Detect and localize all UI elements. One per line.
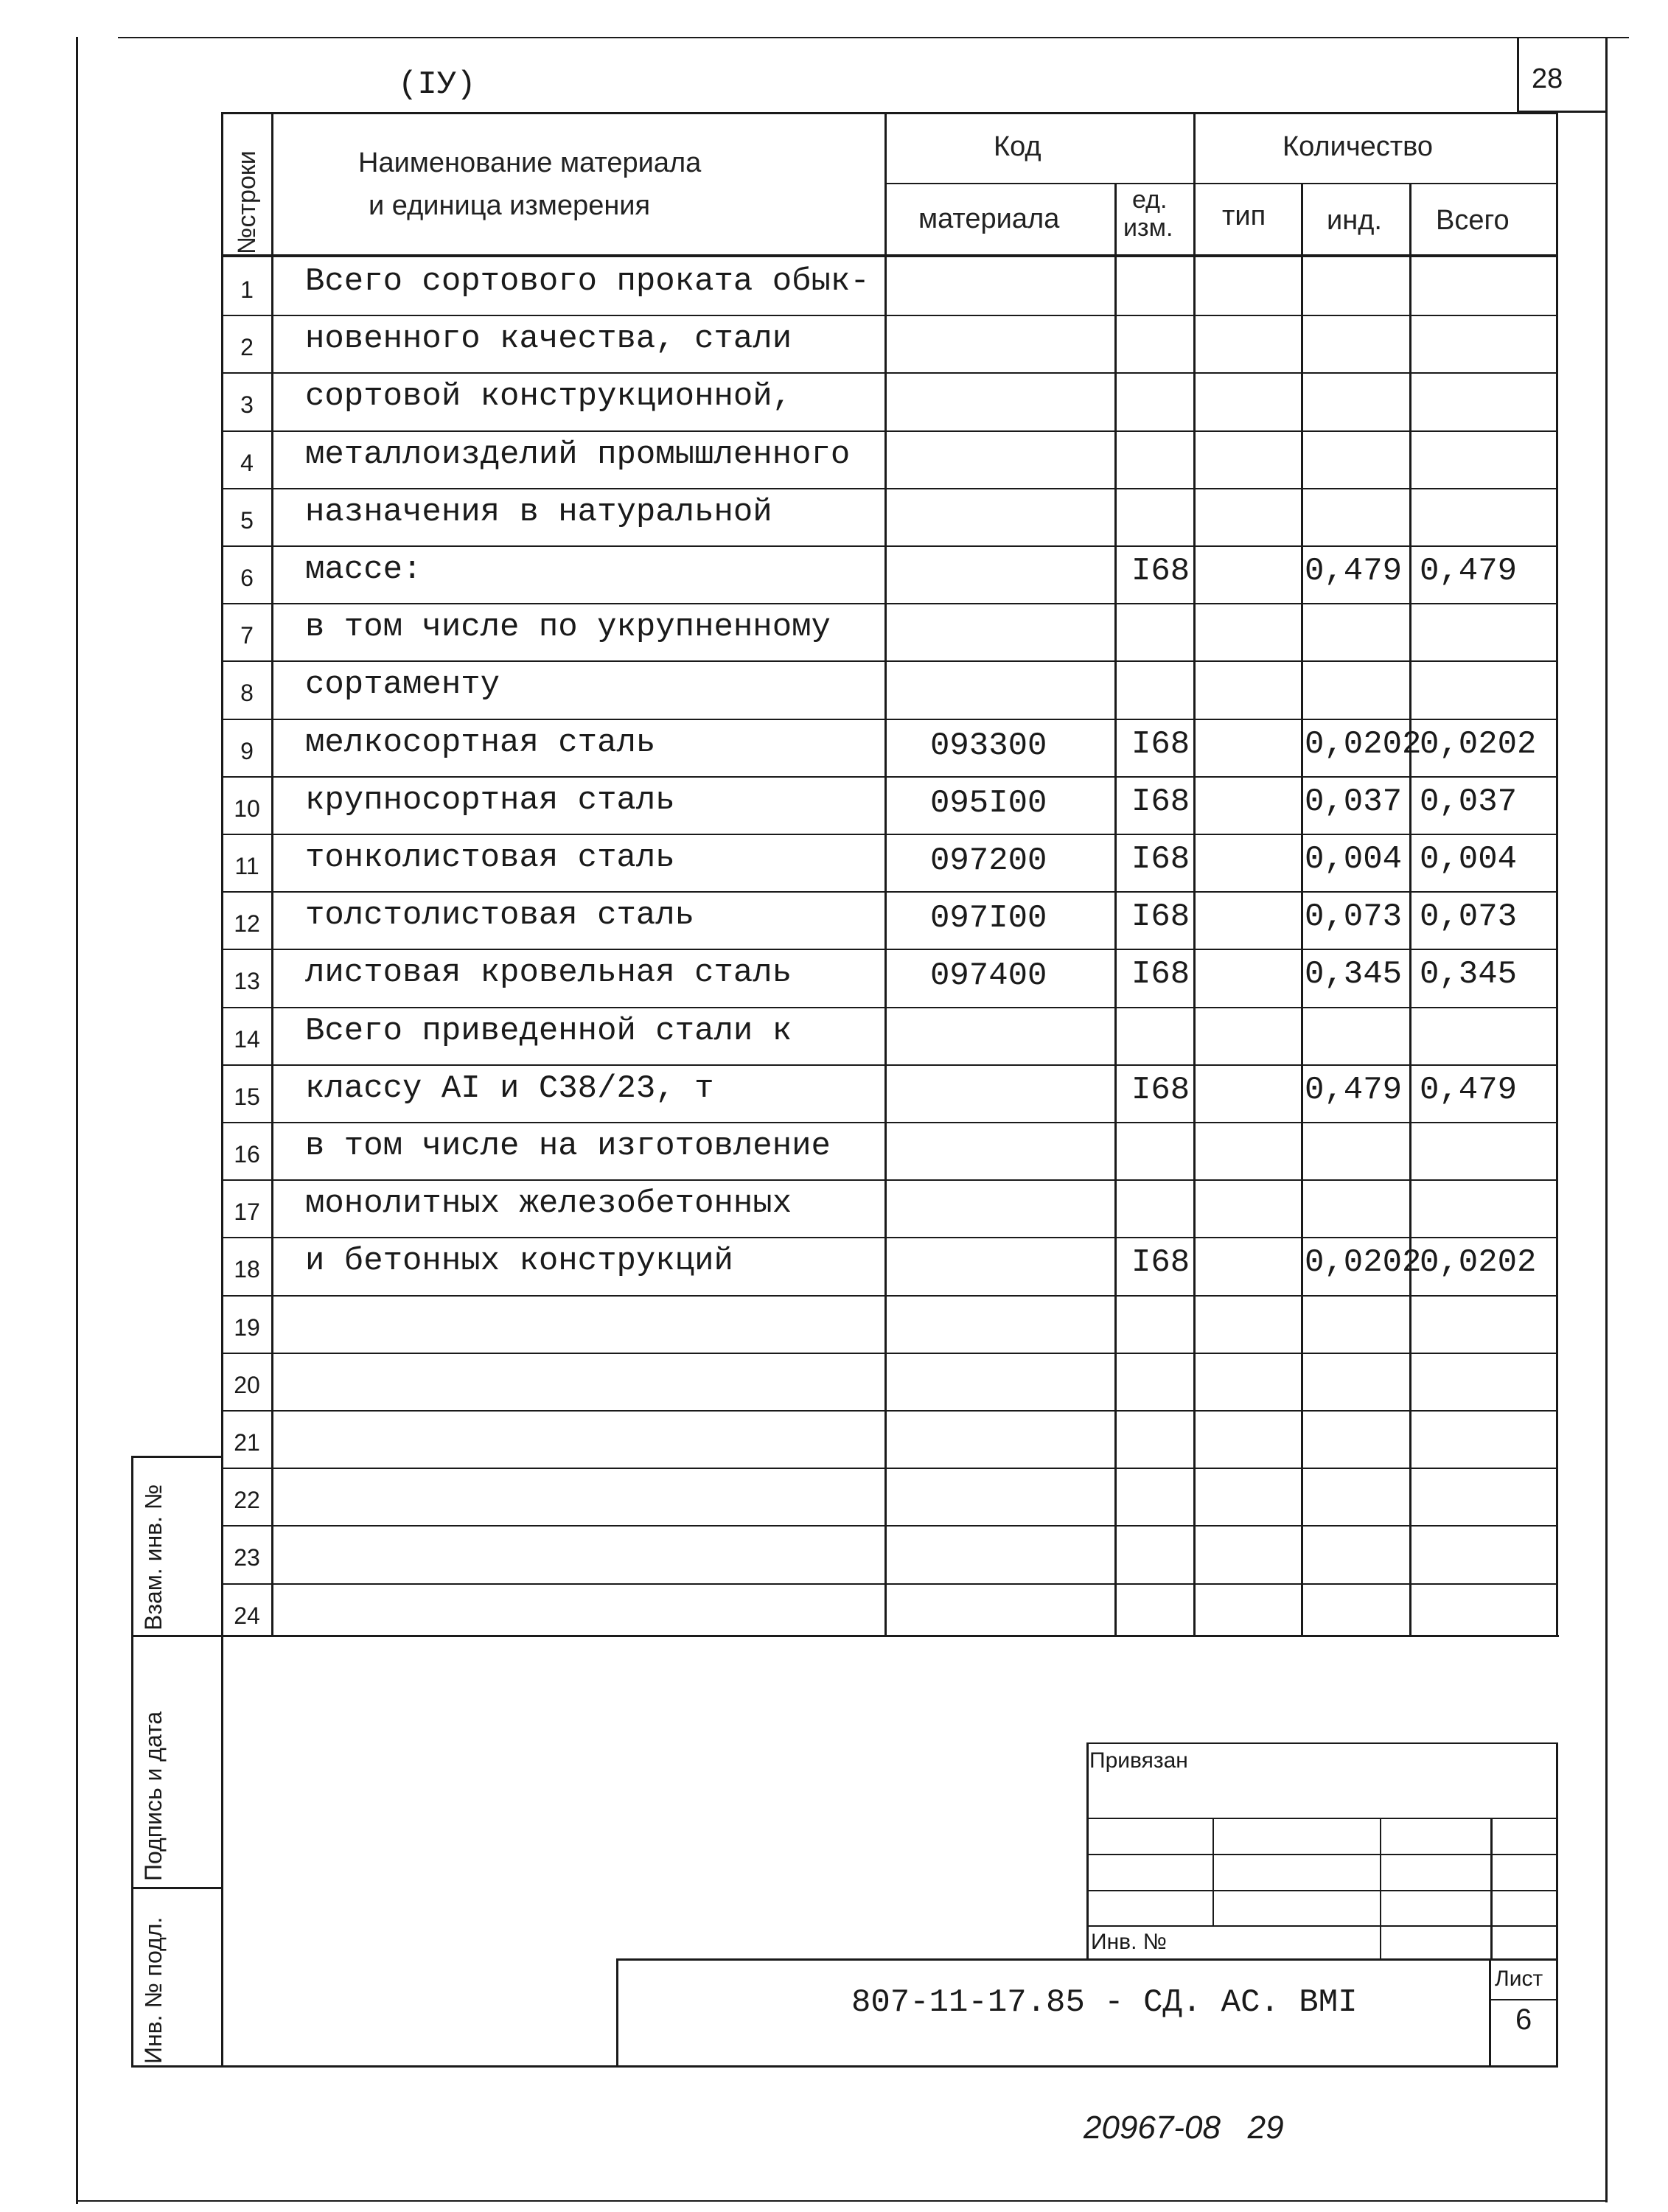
- row-ind: 0,004: [1305, 841, 1403, 878]
- row-number: 8: [240, 680, 254, 706]
- row-number: 21: [234, 1429, 260, 1456]
- privyazan-col-3: [1490, 1818, 1493, 1961]
- row-number: 23: [234, 1544, 260, 1571]
- header-type: тип: [1222, 200, 1266, 231]
- row-number: 7: [240, 622, 254, 649]
- row-unit: I68: [1131, 956, 1190, 993]
- privyazan-label: Привязан: [1089, 1748, 1188, 1773]
- row-number: 3: [240, 391, 254, 418]
- row-separator: [221, 372, 1557, 374]
- row-separator: [221, 949, 1557, 950]
- row-separator: [221, 1295, 1557, 1297]
- row-total: 0,004: [1420, 841, 1518, 878]
- row-separator: [221, 1353, 1557, 1354]
- row-unit: I68: [1131, 841, 1190, 878]
- header-unit-line1: ед.: [1132, 186, 1168, 214]
- row-number: 16: [234, 1141, 260, 1168]
- row-separator: [221, 891, 1557, 893]
- row-unit: I68: [1131, 1244, 1190, 1281]
- row-total: 0,0202: [1420, 1244, 1537, 1281]
- row-number: 5: [240, 507, 254, 534]
- row-number: 6: [240, 565, 254, 591]
- side-stamp-outer-left: [131, 1456, 133, 2068]
- row-name: тонколистовая сталь: [305, 840, 675, 876]
- row-number: 10: [234, 795, 260, 822]
- row-unit: I68: [1131, 726, 1190, 763]
- row-name: классу AI и С38/23, т: [305, 1070, 714, 1107]
- row-ind: 0,479: [1305, 1072, 1403, 1109]
- side-stamp-div2: [131, 1887, 223, 1889]
- sheet-box-left: [1517, 38, 1519, 112]
- list-label: Лист: [1495, 1967, 1543, 1991]
- row-separator: [221, 315, 1557, 316]
- header-name-line1: Наименование материала: [358, 147, 702, 178]
- row-name: новенного качества, стали: [305, 321, 792, 357]
- row-number: 22: [234, 1487, 260, 1513]
- list-box-mid: [1489, 1999, 1558, 2000]
- row-name: и бетонных конструкций: [305, 1243, 733, 1280]
- row-ind: 0,0202: [1305, 1244, 1422, 1281]
- row-name: мелкосортная сталь: [305, 725, 656, 761]
- row-code: 097200: [930, 842, 1047, 879]
- side-label-podpis: Подпись и дата: [140, 1711, 167, 1881]
- header-name-line2: и единица измерения: [369, 190, 651, 221]
- row-unit: I68: [1131, 784, 1190, 820]
- frame-bottom-line: [76, 2200, 1608, 2202]
- row-separator: [221, 660, 1557, 662]
- frame-top-line: [118, 37, 1629, 38]
- header-mid-line: [884, 183, 1557, 184]
- row-separator: [221, 1237, 1557, 1238]
- row-separator: [221, 545, 1557, 547]
- row-number: 19: [234, 1314, 260, 1341]
- privyazan-row-3: [1086, 1890, 1558, 1891]
- privyazan-col-2: [1380, 1818, 1381, 1961]
- row-unit: I68: [1131, 1072, 1190, 1109]
- frame-left-line: [76, 37, 78, 2204]
- row-name: крупносортная сталь: [305, 782, 675, 819]
- row-separator: [221, 834, 1557, 835]
- row-separator: [221, 1179, 1557, 1181]
- sheet-number: 28: [1532, 63, 1563, 94]
- row-number: 24: [234, 1602, 260, 1629]
- row-separator: [221, 488, 1557, 489]
- col-line-ind: [1409, 184, 1411, 1637]
- privyazan-box-top: [1086, 1742, 1558, 1744]
- col-line-rownum: [271, 112, 273, 1637]
- row-total: 0,0202: [1420, 726, 1537, 763]
- header-quantity: Количество: [1283, 131, 1434, 162]
- row-separator: [221, 1064, 1557, 1066]
- row-ind: 0,0202: [1305, 726, 1422, 763]
- section-label: (IУ): [398, 66, 476, 103]
- table-right-line: [1556, 112, 1558, 1637]
- row-separator: [221, 1583, 1557, 1585]
- privyazan-box-right: [1556, 1742, 1558, 2067]
- side-stamp-div1: [131, 1635, 223, 1637]
- row-code: 093300: [930, 728, 1047, 764]
- side-stamp-div3: [131, 2065, 1558, 2068]
- row-number: 12: [234, 910, 260, 937]
- row-separator: [221, 719, 1557, 720]
- row-total: 0,479: [1420, 1072, 1518, 1109]
- frame-right-line: [1605, 38, 1608, 2202]
- row-ind: 0,479: [1305, 553, 1403, 590]
- row-code: 095I00: [930, 785, 1047, 822]
- privyazan-row-2: [1086, 1854, 1558, 1855]
- row-separator: [221, 1410, 1557, 1412]
- row-separator: [221, 430, 1557, 432]
- row-number: 20: [234, 1372, 260, 1398]
- row-unit: I68: [1131, 899, 1190, 935]
- list-number: 6: [1515, 2003, 1532, 2036]
- row-separator: [221, 1525, 1557, 1527]
- row-number: 17: [234, 1199, 260, 1225]
- col-line-unit: [1193, 112, 1196, 1637]
- row-separator: [221, 776, 1557, 778]
- list-box-left: [1489, 1958, 1491, 2068]
- row-name: листовая кровельная сталь: [305, 955, 792, 991]
- row-ind: 0,037: [1305, 784, 1403, 820]
- row-number: 11: [234, 853, 259, 879]
- row-name: монолитных железобетонных: [305, 1185, 792, 1222]
- row-number: 2: [240, 334, 254, 360]
- row-separator: [221, 1007, 1557, 1008]
- side-label-vzam: Взам. инв. №: [140, 1484, 167, 1630]
- col-line-code: [1114, 184, 1117, 1637]
- row-name: массе:: [305, 551, 422, 588]
- privyazan-box-left: [1086, 1742, 1089, 1960]
- row-name: Всего приведенной стали к: [305, 1013, 792, 1050]
- row-name: в том числе по укрупненному: [305, 609, 831, 646]
- row-total: 0,073: [1420, 899, 1518, 935]
- privyazan-row-4: [1086, 1925, 1558, 1927]
- privyazan-col-1: [1212, 1818, 1214, 1927]
- row-name: толстолистовая сталь: [305, 897, 695, 934]
- header-row-number: №строки: [233, 150, 261, 254]
- row-total: 0,345: [1420, 956, 1518, 993]
- header-ind: инд.: [1327, 205, 1382, 236]
- row-total: 0,037: [1420, 784, 1518, 820]
- row-number: 1: [240, 276, 254, 303]
- row-number: 4: [240, 450, 254, 476]
- row-number: 15: [234, 1084, 260, 1110]
- row-code: 097400: [930, 957, 1047, 994]
- side-stamp-top: [131, 1456, 223, 1458]
- row-number: 18: [234, 1256, 260, 1283]
- row-separator: [221, 603, 1557, 604]
- row-ind: 0,345: [1305, 956, 1403, 993]
- row-total: 0,479: [1420, 553, 1518, 590]
- row-separator: [221, 1122, 1557, 1123]
- inv-no-label: Инв. №: [1091, 1930, 1167, 1954]
- header-code: Код: [994, 131, 1041, 162]
- document-code: 807-11-17.85 - СД. АС. ВМI: [851, 1984, 1358, 2021]
- side-label-inv-podl: Инв. № подл.: [140, 1916, 167, 2064]
- row-ind: 0,073: [1305, 899, 1403, 935]
- footer-number: 20967-08 29: [1083, 2110, 1284, 2146]
- row-name: Всего сортового проката обык-: [305, 263, 870, 300]
- table-top-line: [221, 112, 1557, 114]
- table-bottom-line: [221, 1635, 1559, 1637]
- col-line-type: [1301, 184, 1303, 1637]
- row-name: сортовой конструкционной,: [305, 378, 792, 415]
- row-name: в том числе на изготовление: [305, 1128, 831, 1165]
- privyazan-row-1: [1086, 1818, 1558, 1819]
- row-name: назначения в натуральной: [305, 494, 772, 531]
- row-number: 9: [240, 738, 254, 764]
- header-material: материала: [918, 203, 1060, 234]
- header-total: Всего: [1436, 205, 1510, 236]
- row-name: металлоизделий промышленного: [305, 436, 851, 473]
- doc-box-left: [616, 1958, 618, 2068]
- row-number: 14: [234, 1026, 260, 1053]
- doc-box-top: [616, 1958, 1558, 1961]
- table-header-bottom: [221, 254, 1557, 257]
- row-code: 097I00: [930, 900, 1047, 937]
- row-unit: I68: [1131, 553, 1190, 590]
- row-name: сортаменту: [305, 666, 500, 703]
- row-separator: [221, 1468, 1557, 1469]
- col-line-name: [884, 112, 887, 1637]
- header-unit-line2: изм.: [1123, 214, 1173, 242]
- row-number: 13: [234, 968, 260, 994]
